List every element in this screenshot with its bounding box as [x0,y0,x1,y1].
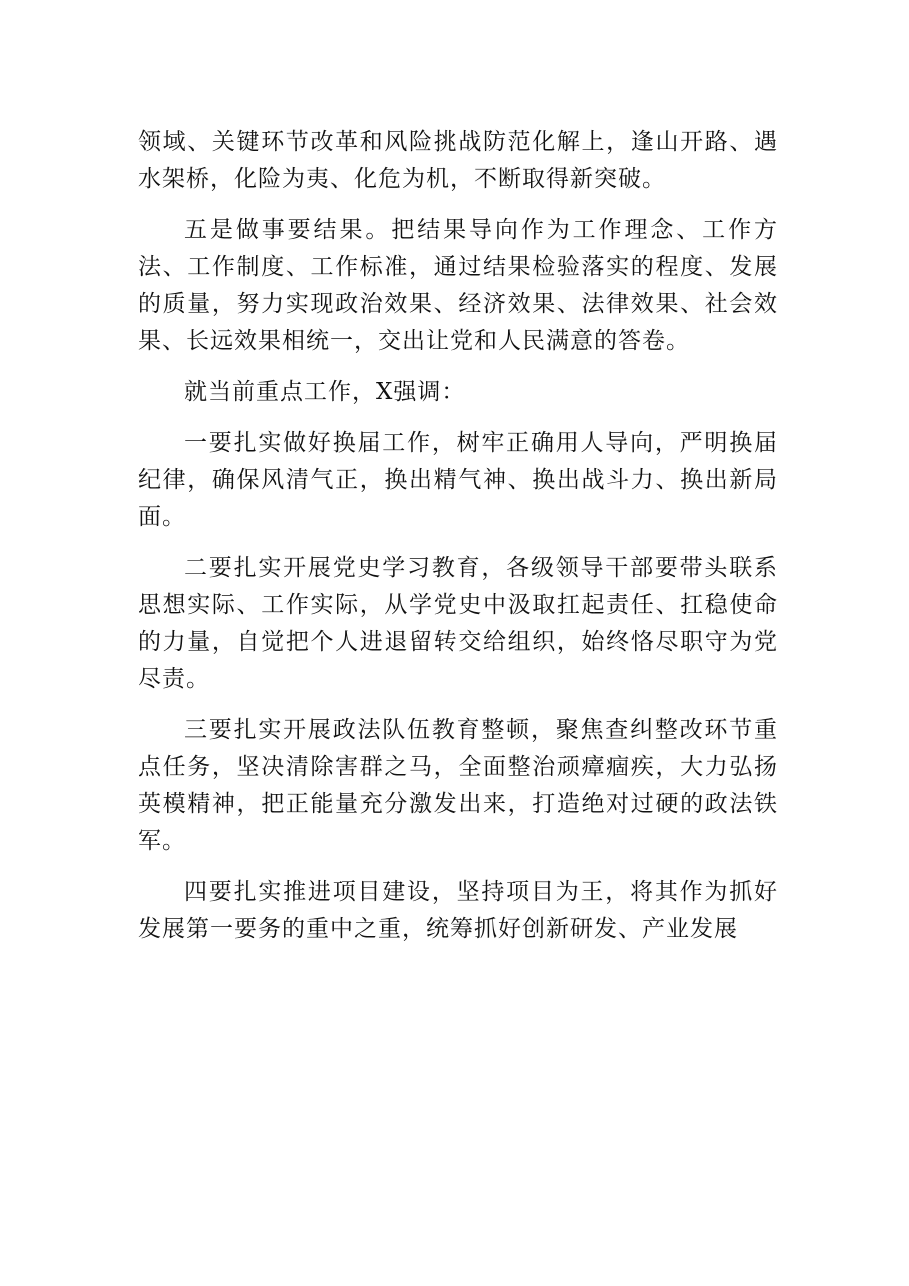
document-body [138,124,778,962]
paragraph-item-four: 四要扎实推进项目建设，坚持项目为王，将其作为抓好发展第一要务的重中之重，统筹抓好创新研发、产业发展 [138,879,778,942]
paragraph-continued: 领域、关键环节改革和风险挑战防范化解上，逢山开路、遇水架桥，化险为夷、化危为机，不断取得新突破。 [138,129,778,192]
paragraph-intro-key-work: 就当前重点工作，X强调： [184,379,466,405]
paragraph-item-five: 五是做事要结果。把结果导向作为工作理念、工作方法、工作制度、工作标准，通过结果检验落实的程度、发展的质量，努力实现政治效果、经济效果、法律效果、社会效果、长远效果相统一，交出让党和人民满意的答卷。 [138,217,778,354]
paragraph-item-three: 三要扎实开展政法队伍教育整顿，聚焦查纠整改环节重点任务，坚决清除害群之马，全面整治顽瘴痼疾，大力弘扬英模精神，把正能量充分激发出来，打造绝对过硬的政法铁军。 [138,717,778,854]
paragraph-item-one: 一要扎实做好换届工作，树牢正确用人导向，严明换届纪律，确保风清气正，换出精气神、换出战斗力、换出新局面。 [138,430,778,530]
paragraph-item-two: 二要扎实开展党史学习教育，各级领导干部要带头联系思想实际、工作实际，从学党史中汲取扛起责任、扛稳使命的力量，自觉把个人进退留转交给组织，始终恪尽职守为党尽责。 [138,555,778,692]
